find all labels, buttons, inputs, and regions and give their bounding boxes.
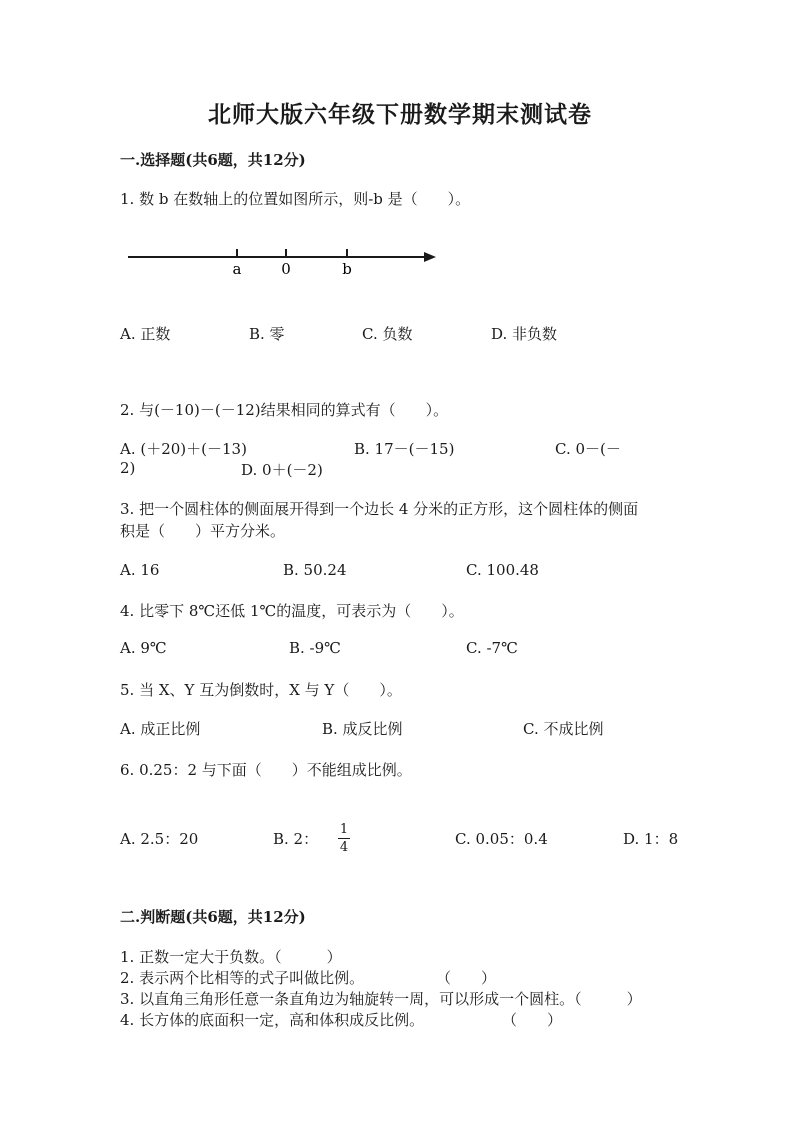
q4-option-a[interactable]: A. 9℃ [120, 639, 167, 657]
q2-option-b[interactable]: B. 17－(－15) [354, 440, 455, 458]
q6-option-c[interactable]: C. 0.05：0.4 [455, 830, 548, 848]
label-b: b [342, 260, 352, 278]
q4-option-b[interactable]: B. -9℃ [289, 639, 341, 657]
fraction-bar [338, 838, 350, 839]
page-title: 北师大版六年级下册数学期末测试卷 [208, 101, 592, 128]
judgment-item-2: 2. 表示两个比相等的式子叫做比例。 [120, 969, 365, 987]
judgment-item-4: 4. 长方体的底面积一定，高和体积成反比例。 [120, 1011, 425, 1029]
question-3-text-line2: 积是（ ）平方分米。 [120, 522, 286, 540]
q2-option-c-wrap[interactable]: 2) [120, 459, 136, 477]
number-line-arrow [424, 252, 436, 262]
q6-option-d[interactable]: D. 1：8 [623, 830, 679, 848]
judgment-item-1: 1. 正数一定大于负数。（ ） [120, 948, 342, 966]
q6-option-a[interactable]: A. 2.5：20 [120, 830, 199, 848]
fraction-denominator: 4 [339, 840, 349, 855]
label-0: 0 [281, 260, 291, 278]
judgment-item-3: 3. 以直角三角形任意一条直角边为轴旋转一周，可以形成一个圆柱。（ ） [120, 990, 642, 1008]
question-1-text: 1. 数 b 在数轴上的位置如图所示，则-b 是（ ）。 [120, 190, 471, 208]
label-a: a [232, 260, 242, 278]
q1-option-a[interactable]: A. 正数 [120, 325, 171, 343]
q2-option-c[interactable]: C. 0－(－ [555, 440, 621, 458]
q1-option-d[interactable]: D. 非负数 [491, 325, 558, 343]
q5-option-b[interactable]: B. 成反比例 [322, 720, 403, 738]
fraction-numerator: 1 [339, 822, 349, 837]
question-5-text: 5. 当 X、Y 互为倒数时，X 与 Y（ ）。 [120, 681, 402, 699]
q1-option-c[interactable]: C. 负数 [362, 325, 413, 343]
q3-option-a[interactable]: A. 16 [120, 561, 160, 579]
judgment-item-4-blank[interactable]: （ ） [502, 1011, 563, 1029]
q2-option-a[interactable]: A. (＋20)＋(－13) [120, 440, 247, 458]
question-4-text: 4. 比零下 8℃还低 1℃的温度，可表示为（ ）。 [120, 602, 464, 620]
question-3-text-line1: 3. 把一个圆柱体的侧面展开得到一个边长 4 分米的正方形，这个圆柱体的侧面 [120, 500, 639, 518]
q5-option-c[interactable]: C. 不成比例 [523, 720, 604, 738]
number-line-diagram [120, 240, 450, 280]
q2-option-d[interactable]: D. 0＋(－2) [241, 461, 323, 479]
q6-option-b[interactable]: B. 2： [273, 830, 319, 848]
section-heading-choice: 一.选择题(共6题，共12分) [120, 151, 306, 169]
q1-option-b[interactable]: B. 零 [249, 325, 285, 343]
question-6-text: 6. 0.25：2 与下面（ ）不能组成比例。 [120, 761, 412, 779]
q3-option-b[interactable]: B. 50.24 [283, 561, 347, 579]
section-heading-judgment: 二.判断题(共6题，共12分) [120, 908, 306, 926]
q4-option-c[interactable]: C. -7℃ [466, 639, 518, 657]
q6-option-b-fraction [338, 822, 350, 855]
question-2-text: 2. 与(－10)－(－12)结果相同的算式有（ ）。 [120, 401, 449, 419]
q3-option-c[interactable]: C. 100.48 [466, 561, 539, 579]
q5-option-a[interactable]: A. 成正比例 [120, 720, 201, 738]
judgment-item-2-blank[interactable]: （ ） [436, 969, 497, 987]
